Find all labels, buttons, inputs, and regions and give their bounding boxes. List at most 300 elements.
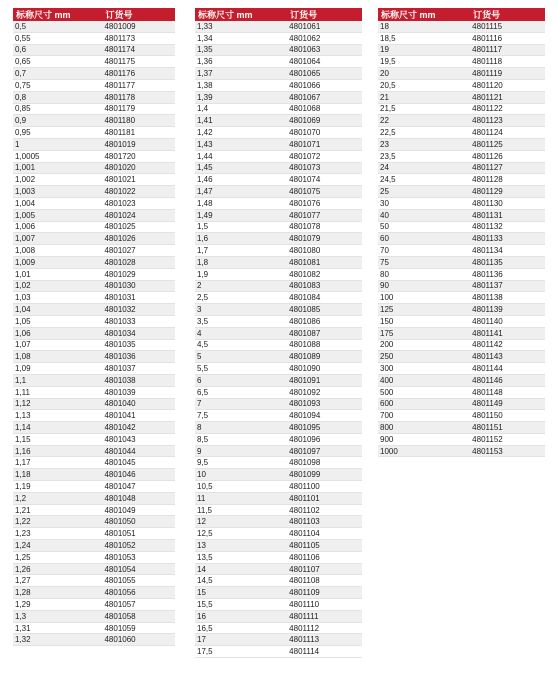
- order-number-cell: 4801098: [289, 458, 321, 468]
- table-row: [195, 104, 362, 116]
- table-row: [378, 80, 545, 92]
- table-row: [378, 21, 545, 33]
- size-cell: 0,8: [15, 92, 27, 102]
- table-row: [195, 446, 362, 458]
- table-row: [195, 257, 362, 269]
- table-row: [195, 457, 362, 469]
- order-number-cell: 4801178: [104, 92, 136, 102]
- size-cell: 1,46: [197, 175, 213, 185]
- table-row: [13, 375, 175, 387]
- table-row: [195, 493, 362, 505]
- size-cell: 23,5: [380, 151, 396, 161]
- order-number-cell: 4801040: [104, 399, 136, 409]
- order-number-cell: 4801125: [472, 139, 503, 149]
- size-cell: 1,002: [15, 175, 36, 185]
- table-row: [13, 634, 175, 646]
- table-row: [195, 422, 362, 434]
- order-number-cell: 4801039: [104, 387, 136, 397]
- table-row: [378, 163, 545, 175]
- size-table-1: [13, 8, 175, 646]
- size-cell: 0,6: [15, 45, 27, 55]
- order-number-cell: 4801037: [104, 364, 136, 373]
- order-number-cell: 4801080: [289, 246, 321, 256]
- order-number-cell: 4801038: [104, 375, 136, 385]
- table-row: [13, 56, 175, 68]
- order-number-cell: 4801051: [104, 529, 136, 539]
- table-row: [13, 21, 175, 33]
- table-row: [13, 245, 175, 257]
- size-table-3: [378, 8, 545, 457]
- size-cell: 1,15: [15, 434, 31, 444]
- order-number-cell: 4801123: [472, 116, 503, 126]
- order-number-cell: 4801104: [289, 529, 320, 539]
- header-size: 标称尺寸 mm: [198, 10, 253, 20]
- size-cell: 1,19: [15, 481, 31, 491]
- size-cell: 80: [380, 269, 389, 279]
- size-cell: 3: [197, 305, 202, 315]
- table-row: [378, 45, 545, 57]
- order-number-cell: 4801124: [472, 128, 503, 138]
- size-cell: 1: [15, 139, 20, 149]
- order-number-cell: 4801043: [104, 434, 136, 444]
- size-cell: 1,22: [15, 517, 31, 527]
- table-row: [195, 292, 362, 304]
- table-row: [195, 623, 362, 635]
- size-table-2: [195, 8, 362, 658]
- size-cell: 1,5: [197, 222, 209, 232]
- order-number-cell: 4801026: [104, 234, 136, 244]
- size-cell: 1,1: [15, 375, 27, 385]
- order-number-cell: 4801027: [104, 246, 136, 256]
- size-cell: 2: [197, 281, 202, 291]
- table-row: [378, 363, 545, 375]
- table-row: [13, 92, 175, 104]
- table-body: [195, 21, 362, 658]
- size-cell: 1,07: [15, 340, 31, 350]
- order-number-cell: 4801025: [104, 222, 136, 232]
- table-row: [378, 434, 545, 446]
- order-number-cell: 4801121: [472, 92, 503, 102]
- table-row: [195, 399, 362, 411]
- order-number-cell: 4801045: [104, 458, 136, 468]
- order-number-cell: 4801065: [289, 69, 321, 79]
- size-cell: 100: [380, 293, 394, 303]
- order-number-cell: 4801044: [104, 446, 136, 456]
- table-row: [13, 575, 175, 587]
- table-row: [378, 68, 545, 80]
- size-cell: 1,16: [15, 446, 31, 456]
- size-cell: 15: [197, 588, 206, 598]
- table-row: [195, 163, 362, 175]
- size-cell: 50: [380, 222, 389, 232]
- size-cell: 150: [380, 316, 394, 326]
- table-row: [195, 151, 362, 163]
- table-body: [378, 21, 545, 457]
- size-cell: 7,5: [197, 411, 209, 421]
- order-number-cell: 4801034: [104, 328, 136, 338]
- size-cell: 22: [380, 116, 389, 126]
- order-number-cell: 4801074: [289, 175, 321, 185]
- size-cell: 23: [380, 139, 389, 149]
- table-row: [195, 611, 362, 623]
- size-cell: 1,2: [15, 493, 27, 503]
- order-number-cell: 4801109: [289, 588, 320, 598]
- order-number-cell: 4801177: [104, 80, 136, 90]
- order-number-cell: 4801049: [104, 505, 136, 515]
- order-number-cell: 4801063: [289, 45, 321, 55]
- size-cell: 0,95: [15, 128, 31, 138]
- order-number-cell: 4801128: [472, 175, 503, 185]
- table-row: [13, 399, 175, 411]
- order-number-cell: 4801120: [472, 80, 503, 90]
- table-row: [13, 528, 175, 540]
- order-number-cell: 4801148: [472, 387, 503, 397]
- size-cell: 22,5: [380, 128, 396, 138]
- size-cell: 1,13: [15, 411, 31, 421]
- table-row: [378, 410, 545, 422]
- order-number-cell: 4801084: [289, 293, 321, 303]
- size-cell: 8: [197, 422, 202, 432]
- order-number-cell: 4801113: [289, 635, 320, 645]
- table-row: [378, 340, 545, 352]
- table-row: [13, 210, 175, 222]
- table-row: [195, 516, 362, 528]
- size-cell: 20: [380, 69, 389, 79]
- order-number-cell: 4801180: [104, 116, 136, 126]
- table-header: [195, 8, 362, 21]
- order-number-cell: 4801153: [472, 446, 503, 456]
- table-row: [13, 233, 175, 245]
- size-cell: 1,02: [15, 281, 31, 291]
- table-row: [378, 92, 545, 104]
- size-cell: 1,43: [197, 139, 213, 149]
- order-number-cell: 4801179: [104, 104, 136, 114]
- order-number-cell: 4801103: [289, 517, 320, 527]
- order-number-cell: 4801075: [289, 187, 321, 197]
- table-row: [195, 198, 362, 210]
- order-number-cell: 4801181: [104, 128, 136, 138]
- order-number-cell: 4801136: [472, 269, 503, 279]
- table-row: [378, 127, 545, 139]
- size-cell: 24,5: [380, 175, 396, 185]
- table-header: [378, 8, 545, 21]
- order-number-cell: 4801057: [104, 599, 136, 609]
- size-cell: 10: [197, 470, 206, 480]
- size-cell: 6,5: [197, 387, 209, 397]
- order-number-cell: 4801174: [104, 45, 136, 55]
- table-row: [13, 623, 175, 635]
- order-number-cell: 4801142: [472, 340, 503, 350]
- size-cell: 1,7: [197, 246, 209, 256]
- size-cell: 250: [380, 352, 394, 362]
- table-row: [13, 139, 175, 151]
- size-cell: 300: [380, 364, 394, 373]
- size-cell: 1,29: [15, 599, 31, 609]
- order-number-cell: 4801132: [472, 222, 503, 232]
- table-row: [195, 245, 362, 257]
- table-row: [195, 174, 362, 186]
- table-row: [195, 528, 362, 540]
- order-number-cell: 4801140: [472, 316, 503, 326]
- order-number-cell: 4801078: [289, 222, 321, 232]
- size-cell: 15,5: [197, 599, 213, 609]
- size-cell: 75: [380, 257, 389, 267]
- size-cell: 200: [380, 340, 394, 350]
- size-cell: 1,8: [197, 257, 209, 267]
- size-cell: 1,001: [15, 163, 36, 173]
- table-row: [195, 33, 362, 45]
- size-cell: 1,21: [15, 505, 31, 515]
- table-row: [13, 481, 175, 493]
- size-cell: 1,05: [15, 316, 31, 326]
- size-cell: 1,4: [197, 104, 209, 114]
- size-cell: 1,003: [15, 187, 36, 197]
- order-number-cell: 4801122: [472, 104, 503, 114]
- table-row: [13, 281, 175, 293]
- table-row: [378, 210, 545, 222]
- table-row: [378, 104, 545, 116]
- size-cell: 1,007: [15, 234, 36, 244]
- order-number-cell: 4801036: [104, 352, 136, 362]
- size-cell: 60: [380, 234, 389, 244]
- order-number-cell: 4801175: [104, 57, 136, 67]
- table-row: [195, 186, 362, 198]
- order-number-cell: 4801100: [289, 481, 320, 491]
- table-row: [195, 469, 362, 481]
- table-row: [195, 56, 362, 68]
- table-row: [13, 80, 175, 92]
- header-order: 订货号: [105, 10, 133, 20]
- size-cell: 1,004: [15, 198, 36, 208]
- size-cell: 9: [197, 446, 202, 456]
- table-row: [13, 493, 175, 505]
- order-number-cell: 4801046: [104, 470, 136, 480]
- order-number-cell: 4801022: [104, 187, 136, 197]
- header-order: 订货号: [290, 10, 318, 20]
- order-number-cell: 4801021: [104, 175, 136, 185]
- size-cell: 25: [380, 187, 389, 197]
- size-cell: 11: [197, 493, 206, 503]
- size-cell: 11,5: [197, 505, 212, 515]
- size-cell: 1,009: [15, 257, 36, 267]
- size-cell: 1,31: [15, 623, 31, 633]
- table-row: [13, 516, 175, 528]
- order-number-cell: 4801106: [289, 552, 320, 562]
- size-cell: 20,5: [380, 80, 396, 90]
- size-cell: 1,27: [15, 576, 31, 586]
- order-number-cell: 4801019: [104, 139, 136, 149]
- size-cell: 8,5: [197, 434, 209, 444]
- table-row: [195, 92, 362, 104]
- size-cell: 0,75: [15, 80, 31, 90]
- table-row: [378, 33, 545, 45]
- size-cell: 3,5: [197, 316, 209, 326]
- table-row: [13, 292, 175, 304]
- table-row: [13, 611, 175, 623]
- table-row: [378, 245, 545, 257]
- table-row: [13, 363, 175, 375]
- table-row: [13, 387, 175, 399]
- size-cell: 1,48: [197, 198, 213, 208]
- order-number-cell: 4801102: [289, 505, 320, 515]
- size-cell: 1,03: [15, 293, 31, 303]
- size-cell: 1,25: [15, 552, 31, 562]
- order-number-cell: 4801144: [472, 364, 503, 373]
- size-cell: 4: [197, 328, 202, 338]
- size-cell: 1,42: [197, 128, 213, 138]
- size-cell: 1,008: [15, 246, 36, 256]
- table-row: [195, 281, 362, 293]
- order-number-cell: 4801069: [289, 116, 321, 126]
- order-number-cell: 4801035: [104, 340, 136, 350]
- table-row: [195, 599, 362, 611]
- table-row: [378, 198, 545, 210]
- table-row: [13, 351, 175, 363]
- order-number-cell: 4801024: [104, 210, 136, 220]
- order-number-cell: 4801085: [289, 305, 321, 315]
- table-row: [378, 304, 545, 316]
- size-cell: 1,49: [197, 210, 213, 220]
- order-number-cell: 4801029: [104, 269, 136, 279]
- size-cell: 900: [380, 434, 394, 444]
- size-cell: 1,9: [197, 269, 209, 279]
- table-row: [13, 457, 175, 469]
- size-cell: 1,3: [15, 611, 27, 621]
- table-row: [13, 505, 175, 517]
- size-cell: 5: [197, 352, 202, 362]
- order-number-cell: 4801096: [289, 434, 321, 444]
- table-row: [378, 399, 545, 411]
- table-row: [13, 434, 175, 446]
- size-cell: 18: [380, 21, 389, 31]
- order-number-cell: 4801130: [472, 198, 503, 208]
- order-number-cell: 4801131: [472, 210, 503, 220]
- size-cell: 1,28: [15, 588, 31, 598]
- order-number-cell: 4801173: [104, 33, 136, 43]
- order-number-cell: 4801090: [289, 364, 321, 373]
- order-number-cell: 4801087: [289, 328, 321, 338]
- table-row: [13, 269, 175, 281]
- table-row: [195, 304, 362, 316]
- table-row: [13, 587, 175, 599]
- table-row: [195, 233, 362, 245]
- table-body: [13, 21, 175, 646]
- table-row: [13, 127, 175, 139]
- order-number-cell: 4801127: [472, 163, 503, 173]
- size-cell: 175: [380, 328, 394, 338]
- size-cell: 125: [380, 305, 394, 315]
- order-number-cell: 4801073: [289, 163, 321, 173]
- table-row: [378, 186, 545, 198]
- order-number-cell: 4801093: [289, 399, 321, 409]
- order-number-cell: 4801076: [289, 198, 321, 208]
- size-cell: 1,26: [15, 564, 31, 574]
- order-number-cell: 4801108: [289, 576, 320, 586]
- order-number-cell: 4801097: [289, 446, 321, 456]
- size-cell: 1,38: [197, 80, 213, 90]
- size-cell: 1,006: [15, 222, 36, 232]
- order-number-cell: 4801720: [104, 151, 136, 161]
- table-row: [195, 45, 362, 57]
- table-row: [195, 646, 362, 658]
- table-row: [195, 269, 362, 281]
- table-row: [195, 316, 362, 328]
- table-row: [195, 328, 362, 340]
- table-row: [378, 56, 545, 68]
- order-number-cell: 4801137: [472, 281, 503, 291]
- order-number-cell: 4801066: [289, 80, 321, 90]
- table-row: [378, 328, 545, 340]
- table-row: [195, 410, 362, 422]
- table-row: [378, 174, 545, 186]
- size-cell: 600: [380, 399, 394, 409]
- order-number-cell: 4801083: [289, 281, 321, 291]
- table-row: [13, 564, 175, 576]
- table-row: [195, 363, 362, 375]
- size-cell: 6: [197, 375, 202, 385]
- size-cell: 1,32: [15, 635, 31, 645]
- size-cell: 500: [380, 387, 394, 397]
- size-cell: 1,11: [15, 387, 30, 397]
- table-row: [195, 481, 362, 493]
- size-cell: 1,18: [15, 470, 31, 480]
- table-row: [195, 387, 362, 399]
- table-row: [378, 139, 545, 151]
- order-number-cell: 4801129: [472, 187, 503, 197]
- size-cell: 2,5: [197, 293, 209, 303]
- size-cell: 9,5: [197, 458, 209, 468]
- size-cell: 700: [380, 411, 394, 421]
- order-number-cell: 4801068: [289, 104, 321, 114]
- size-cell: 1,005: [15, 210, 36, 220]
- table-row: [13, 446, 175, 458]
- size-cell: 1,09: [15, 364, 31, 373]
- order-number-cell: 4801146: [472, 375, 503, 385]
- order-number-cell: 4801052: [104, 540, 136, 550]
- order-number-cell: 4801134: [472, 246, 503, 256]
- order-number-cell: 4801176: [104, 69, 136, 79]
- table-row: [13, 328, 175, 340]
- table-row: [195, 21, 362, 33]
- table-row: [195, 587, 362, 599]
- table-row: [13, 469, 175, 481]
- order-number-cell: 4801119: [472, 69, 503, 79]
- size-cell: 1,06: [15, 328, 31, 338]
- size-cell: 1,04: [15, 305, 31, 315]
- table-row: [13, 115, 175, 127]
- order-number-cell: 4801067: [289, 92, 321, 102]
- order-number-cell: 4801149: [472, 399, 503, 409]
- table-row: [378, 422, 545, 434]
- size-cell: 21: [380, 92, 389, 102]
- table-row: [13, 222, 175, 234]
- header-size: 标称尺寸 mm: [16, 10, 71, 20]
- size-cell: 14,5: [197, 576, 213, 586]
- table-row: [378, 281, 545, 293]
- size-cell: 0,5: [15, 21, 27, 31]
- size-cell: 1,41: [197, 116, 213, 126]
- size-cell: 17: [197, 635, 206, 645]
- table-row: [13, 33, 175, 45]
- table-row: [195, 340, 362, 352]
- table-row: [195, 505, 362, 517]
- order-number-cell: 4801077: [289, 210, 321, 220]
- order-number-cell: 4801050: [104, 517, 136, 527]
- size-cell: 1,37: [197, 69, 213, 79]
- size-cell: 1,08: [15, 352, 31, 362]
- size-cell: 10,5: [197, 481, 213, 491]
- size-cell: 1,01: [15, 269, 31, 279]
